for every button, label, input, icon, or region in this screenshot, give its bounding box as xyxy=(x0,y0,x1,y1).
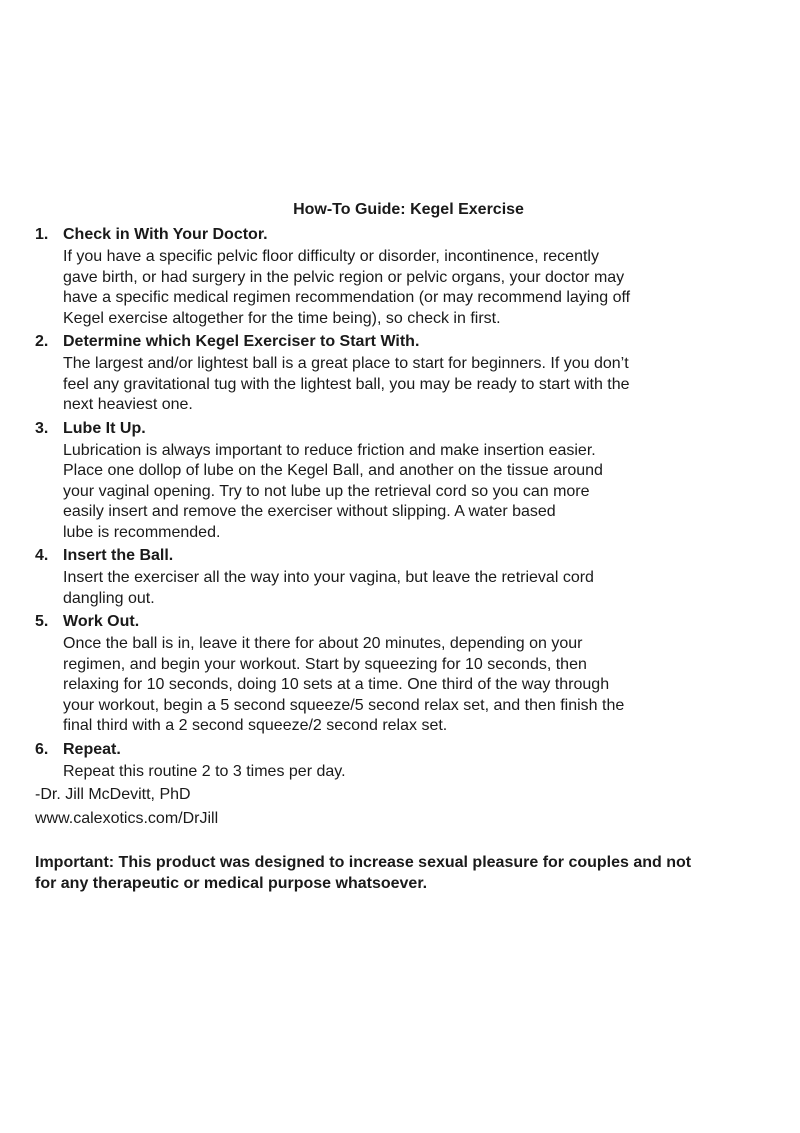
step-text-line: have a specific medical regimen recommendation (or may recommend laying off xyxy=(63,289,631,306)
step-number: 2. xyxy=(35,333,49,350)
step-body xyxy=(63,441,770,544)
step-text-line: next heaviest one. xyxy=(63,396,193,413)
step-text-line: feel any gravitational tug with the lightest ball, you may be ready to start with the xyxy=(63,375,630,393)
step-6 xyxy=(35,739,770,783)
step-heading xyxy=(35,224,770,246)
steps-list xyxy=(35,224,770,782)
step-text-line: Kegel exercise altogether for the time being), so check in first. xyxy=(63,309,501,327)
important-text-line: for any therapeutic or medical purpose whatsoever. xyxy=(35,874,428,892)
step-text-line: your workout, begin a 5 second squeeze/5 second relax set, and then finish the xyxy=(63,696,625,714)
step-5 xyxy=(35,611,770,737)
step-number: 4. xyxy=(35,547,49,564)
signature-author: -Dr. Jill McDevitt, PhD xyxy=(35,786,191,803)
step-body xyxy=(63,247,770,329)
step-heading xyxy=(35,545,770,567)
step-text-line: Lubrication is always important to reduce friction and make insertion easier. xyxy=(63,441,596,459)
step-text-line: easily insert and remove the exerciser without slipping. A water based xyxy=(63,503,556,520)
step-heading xyxy=(35,739,770,761)
step-text-line: Repeat this routine 2 to 3 times per day. xyxy=(63,762,346,780)
step-title: Work Out. xyxy=(63,613,140,630)
step-number: 3. xyxy=(35,419,49,437)
important-text-line: Important: This product was designed to increase sexual pleasure for couples and not xyxy=(35,854,692,871)
step-text-line: dangling out. xyxy=(63,589,155,607)
step-text-line: Insert the exerciser all the way into your vagina, but leave the retrieval cord xyxy=(63,569,594,586)
step-3 xyxy=(35,418,770,544)
step-2 xyxy=(35,331,770,416)
step-number: 1. xyxy=(35,226,49,243)
step-text-line: Place one dollop of lube on the Kegel Ball, and another on the tissue around xyxy=(63,462,603,479)
step-body xyxy=(63,568,770,609)
step-number: 6. xyxy=(35,740,49,758)
step-text-line: The largest and/or lightest ball is a great place to start for beginners. If you don’t xyxy=(63,355,629,372)
step-text-line: If you have a specific pelvic floor difficulty or disorder, incontinence, recently xyxy=(63,248,599,265)
step-body xyxy=(63,634,770,737)
document-title: How-To Guide: Kegel Exercise xyxy=(293,201,524,218)
step-text-line: final third with a 2 second squeeze/2 second relax set. xyxy=(63,717,448,734)
step-text-line: your vaginal opening. Try to not lube up the retrieval cord so you can more xyxy=(63,482,590,500)
step-text-line: relaxing for 10 seconds, doing 10 sets at a time. One third of the way through xyxy=(63,676,610,693)
step-body xyxy=(63,354,770,416)
step-title: Lube It Up. xyxy=(63,419,146,437)
step-title: Determine which Kegel Exerciser to Start With. xyxy=(63,333,420,350)
step-number: 5. xyxy=(35,613,49,630)
step-text-line: regimen, and begin your workout. Start by squeezing for 10 seconds, then xyxy=(63,655,587,673)
step-title: Check in With Your Doctor. xyxy=(63,226,268,243)
step-body xyxy=(63,762,770,783)
document xyxy=(35,199,770,894)
step-title: Insert the Ball. xyxy=(63,547,174,564)
step-4 xyxy=(35,545,770,609)
step-text-line: lube is recommended. xyxy=(63,523,221,541)
important-notice xyxy=(35,853,770,894)
step-title: Repeat. xyxy=(63,740,121,758)
signature-website: www.calexotics.com/DrJill xyxy=(35,810,219,827)
step-heading xyxy=(35,418,770,440)
step-text-line: Once the ball is in, leave it there for about 20 minutes, depending on your xyxy=(63,635,583,652)
step-heading xyxy=(35,331,770,353)
step-1 xyxy=(35,224,770,329)
step-text-line: gave birth, or had surgery in the pelvic region or pelvic organs, your doctor may xyxy=(63,268,625,286)
step-heading xyxy=(35,611,770,633)
